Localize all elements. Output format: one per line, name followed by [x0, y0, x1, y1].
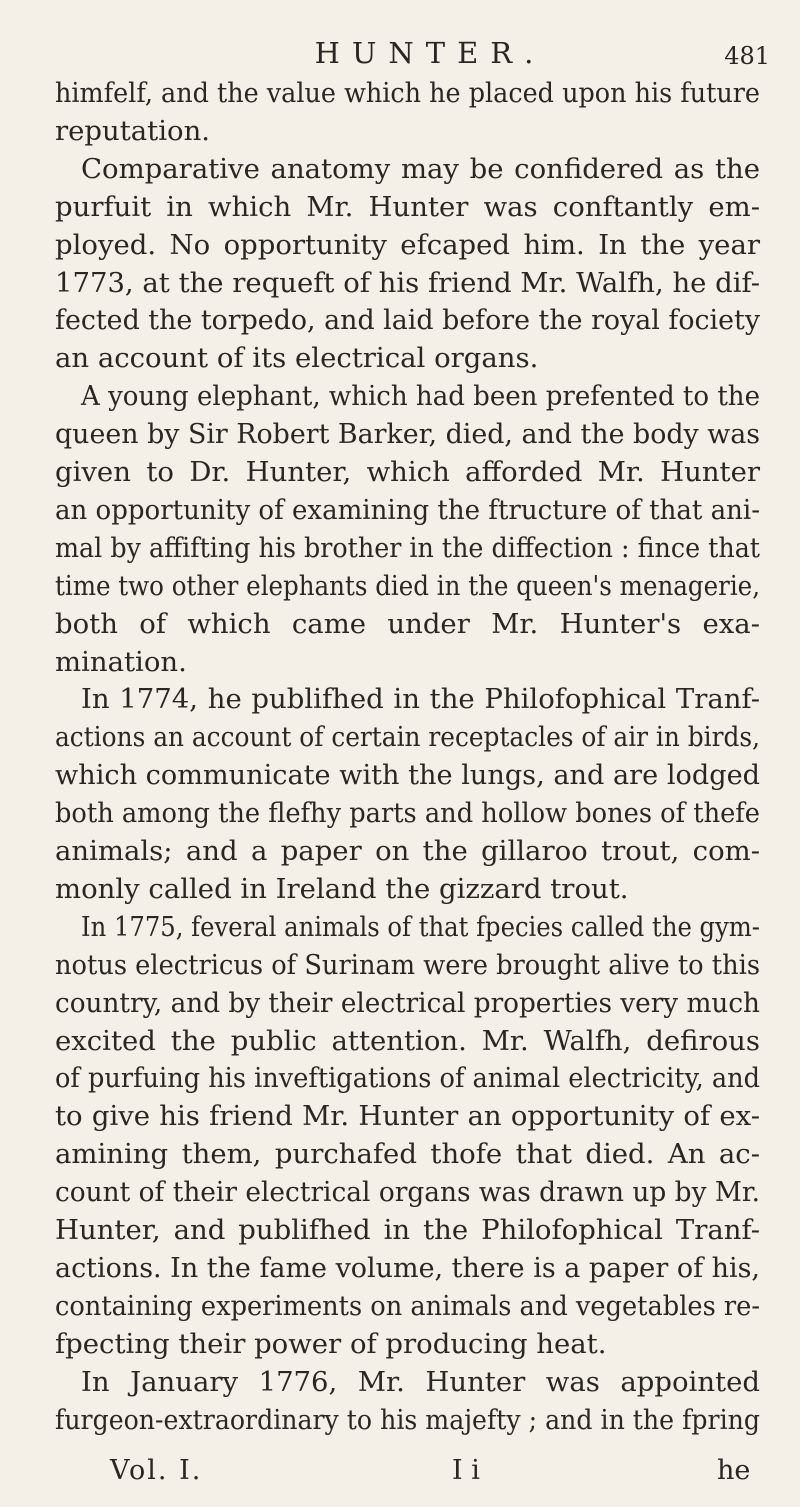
- text-line: [0, 1401, 800, 1439]
- text-line: [0, 150, 800, 188]
- volume-label: Vol. I.: [110, 1455, 203, 1486]
- text-line-content: actions an account of certain receptacles of air in birds,: [55, 721, 760, 754]
- text-line-content: fpecting their power of producing heat.: [55, 1327, 607, 1360]
- text-line-content: queen by Sir Robert Barker, died, and the body was: [55, 418, 760, 451]
- text-line: [0, 188, 800, 226]
- text-line-content: of purfuing his inveftigations of animal electricity, and: [55, 1062, 760, 1095]
- text-line: [0, 226, 800, 264]
- text-line-content: himfelf, and the value which he placed upon his future: [55, 77, 760, 109]
- text-line-content: time two other elephants died in the queen's menagerie,: [55, 569, 760, 602]
- text-line: [0, 74, 800, 112]
- text-line-content: mination.: [55, 645, 187, 678]
- text-line: [0, 1363, 800, 1401]
- text-line: [0, 1059, 800, 1097]
- text-line: [0, 984, 800, 1022]
- text-line: [0, 1097, 800, 1135]
- text-line-content: Hunter, and publifhed in the Philofophical Tranf-: [55, 1214, 760, 1246]
- text-line: [0, 1325, 800, 1363]
- text-line: [0, 301, 800, 339]
- text-line-content: In 1774, he publifhed in the Philofophical Tranf-: [81, 683, 760, 716]
- text-line-content: which communicate with the lungs, and are lodged: [55, 759, 760, 792]
- text-line-content: purfuit in which Mr. Hunter was conftantly em-: [55, 190, 760, 223]
- text-line-content: both among the flefhy parts and hollow bones of thefe: [55, 797, 760, 830]
- text-line: [0, 605, 800, 643]
- text-line: [0, 718, 800, 756]
- text-line-content: Comparative anatomy may be confidered as the: [81, 152, 760, 185]
- text-line: [0, 529, 800, 567]
- text-line-content: amining them, purchafed thofe that died. An ac-: [55, 1138, 760, 1171]
- text-line: [0, 1287, 800, 1325]
- text-line-content: monly called in Ireland the gizzard trout.: [55, 872, 629, 905]
- text-line-content: given to Dr. Hunter, which afforded Mr. Hunter: [55, 456, 760, 488]
- text-line-content: excited the public attention. Mr. Walfh, defirous: [55, 1024, 760, 1057]
- text-line-content: count of their electrical organs was drawn up by Mr.: [55, 1176, 760, 1209]
- text-line: [0, 756, 800, 794]
- running-title: HUNTER.: [314, 36, 546, 70]
- text-line-content: mal by affifting his brother in the diffection : fince that: [55, 531, 760, 564]
- text-line: [0, 264, 800, 302]
- text-line-content: both of which came under Mr. Hunter's exa-: [55, 607, 760, 640]
- text-line-content: reputation.: [55, 114, 211, 147]
- text-line: [0, 643, 800, 681]
- text-line: [0, 832, 800, 870]
- text-line: [0, 794, 800, 832]
- text-line-content: an opportunity of examining the ftructure of that ani-: [55, 493, 760, 526]
- text-line-content: In January 1776, Mr. Hunter was appointed: [81, 1365, 760, 1398]
- text-line: [0, 946, 800, 984]
- text-line: [0, 1022, 800, 1060]
- signature-mark: I i: [452, 1455, 480, 1486]
- text-line: [0, 1173, 800, 1211]
- page-footer: [0, 1455, 800, 1495]
- text-line: [0, 339, 800, 377]
- text-line-content: an account of its electrical organs.: [55, 342, 539, 375]
- text-line: [0, 908, 800, 946]
- text-line: [0, 415, 800, 453]
- text-line: [0, 1249, 800, 1287]
- text-line: [0, 567, 800, 605]
- text-line-content: notus electricus of Surinam were brought alive to this: [55, 948, 760, 981]
- text-line: [0, 870, 800, 908]
- text-line: [0, 1135, 800, 1173]
- text-line-content: 1773, at the requeft of his friend Mr. Walfh, he dif-: [55, 266, 760, 299]
- text-line: [0, 453, 800, 491]
- text-line: [0, 680, 800, 718]
- catchword: he: [717, 1455, 751, 1486]
- text-line-content: In 1775, feveral animals of that fpecies called the gym-: [81, 910, 760, 943]
- text-line-content: actions. In the fame volume, there is a paper of his,: [55, 1251, 760, 1284]
- text-line: [0, 491, 800, 529]
- text-line-content: furgeon-extraordinary to his majefty ; and in the fpring: [55, 1403, 760, 1436]
- text-line-content: containing experiments on animals and vegetables re-: [55, 1289, 760, 1322]
- text-line-content: A young elephant, which had been prefented to the: [81, 380, 760, 413]
- text-line: [0, 377, 800, 415]
- text-line-content: fected the torpedo, and laid before the royal fociety: [55, 304, 760, 337]
- text-line: [0, 112, 800, 150]
- page-number: 481: [724, 42, 770, 70]
- text-line-content: to give his friend Mr. Hunter an opportunity of ex-: [55, 1100, 760, 1133]
- text-line: [0, 1211, 800, 1249]
- text-line-content: animals; and a paper on the gillaroo trout, com-: [55, 835, 760, 867]
- text-line-content: country, and by their electrical properties very much: [55, 986, 760, 1019]
- text-line-content: ployed. No opportunity efcaped him. In the year: [55, 228, 760, 261]
